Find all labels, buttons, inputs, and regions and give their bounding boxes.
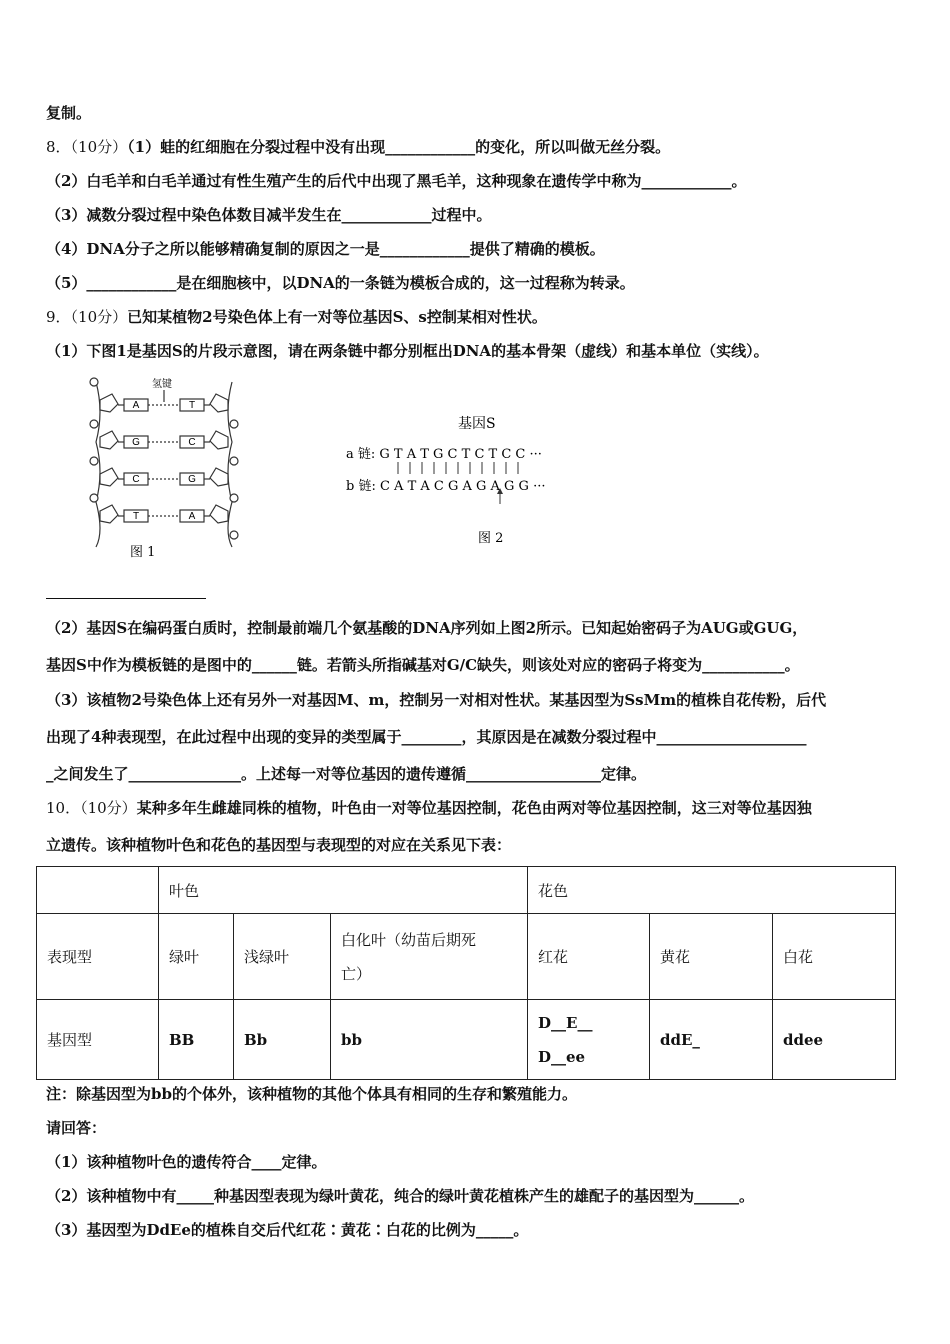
gene-s-sequence-figure [340, 410, 580, 550]
base-label: G [132, 437, 140, 448]
b-chain-sequence: b 链: C A T A C G A G A G G ··· [346, 479, 546, 494]
base-label: C [132, 474, 140, 485]
question-9-part-3c: _之间发生了_______________。上述每一对等位基因的遗传遵循__________________定律。 [46, 765, 647, 783]
question-8-part-3: （3）减数分裂过程中染色体数目减半发生在____________过程中。 [46, 206, 492, 224]
question-10-part-3: （3）基因型为DdEe的植株自交后代红花∶黄花∶白花的比例为_____。 [46, 1221, 529, 1239]
base-label: T [188, 400, 196, 411]
table-row-label: 基因型 [37, 1000, 159, 1080]
table-cell: Bb [234, 1000, 331, 1080]
table-row [37, 914, 896, 1000]
question-text: 已知某植物2号染色体上有一对等位基因S、s控制某相对性状。 [127, 308, 547, 326]
table-cell [331, 914, 528, 1000]
question-10-part-1: （1）该种植物叶色的遗传符合____定律。 [46, 1153, 327, 1171]
table-row [37, 867, 896, 914]
question-8-part-4: （4）DNA分子之所以能够精确复制的原因之一是____________提供了精确的模板。 [46, 240, 605, 258]
question-number: 10．（10分） [46, 799, 137, 817]
hbond-label: 氢键 [152, 379, 172, 390]
answer-prompt: 请回答： [46, 1119, 107, 1137]
answer-blank-line [46, 598, 206, 599]
question-9-part-2b: 基因S中作为模板链的是图中的______链。若箭头所指碱基对G/C缺失，则该处对应的密码子将变为___________。 [46, 656, 800, 674]
question-9-part-3a: （3）该植物2号染色体上还有另外一对基因M、m，控制另一对相对性状。某基因型为SsMm的植株自花传粉，后代 [46, 691, 827, 709]
cell-text-line: 亡） [341, 964, 372, 983]
table-note: 注：除基因型为bb的个体外，该种植物的其他个体具有相同的生存和繁殖能力。 [46, 1085, 577, 1103]
question-10-stem-2: 立遗传。该种植物叶色和花色的基因型与表现型的对应在关系见下表： [46, 836, 512, 854]
table-row-label: 表现型 [37, 914, 159, 1000]
question-9-stem [46, 307, 547, 327]
table-cell: 白花 [773, 914, 896, 1000]
base-label: A [132, 400, 140, 411]
base-label: G [188, 474, 196, 485]
table-cell: 浅绿叶 [234, 914, 331, 1000]
question-text: 某种多年生雌雄同株的植物，叶色由一对等位基因控制，花色由两对等位基因控制，这三对等位基因独 [136, 799, 812, 817]
table-cell: ddee [773, 1000, 896, 1080]
question-9-part-2a: （2）基因S在编码蛋白质时，控制最前端几个氨基酸的DNA序列如上图2所示。已知起始密码子为AUG或GUG， [46, 619, 808, 637]
table-cell [37, 867, 159, 914]
question-10-stem [46, 798, 812, 818]
base-label: A [188, 511, 196, 522]
table-header-flower-color: 花色 [528, 867, 896, 914]
question-8-part-5: （5）____________是在细胞核中，以DNA的一条链为模板合成的，这一过程称为转录。 [46, 274, 635, 292]
question-8-part-2: （2）白毛羊和白毛羊通过有性生殖产生的后代中出现了黑毛羊，这种现象在遗传学中称为____________。 [46, 172, 747, 190]
table-cell: bb [331, 1000, 528, 1080]
table-cell: 红花 [528, 914, 650, 1000]
base-label: T [132, 511, 140, 522]
question-10-part-2: （2）该种植物中有_____种基因型表现为绿叶黄花，纯合的绿叶黄花植株产生的雄配子的基因型为______。 [46, 1187, 754, 1205]
figure-2-title: 基因S [458, 416, 496, 432]
figure-2-caption: 图 2 [478, 531, 504, 546]
table-cell: 绿叶 [159, 914, 234, 1000]
table-cell [528, 1000, 650, 1080]
question-text: （1）蛙的红细胞在分裂过程中没有出现____________的变化，所以叫做无丝分裂。 [127, 138, 671, 156]
cell-text-line: D__E__ [538, 1013, 593, 1032]
table-header-leaf-color: 叶色 [159, 867, 528, 914]
text-line: 复制。 [46, 104, 92, 122]
table-row [37, 1000, 896, 1080]
trait-table [36, 866, 896, 1080]
cell-text-line: 白化叶（幼苗后期死 [341, 930, 477, 949]
cell-text-line: D__ee [538, 1047, 586, 1066]
base-label: C [188, 437, 196, 448]
question-9-part-3b: 出现了4种表现型，在此过程中出现的变异的类型属于________，其原因是在减数分裂过程中____________________ [46, 728, 807, 746]
table-cell: 黄花 [650, 914, 773, 1000]
dna-fragment-figure [84, 372, 244, 562]
question-number: 8．（10分） [46, 138, 128, 156]
question-number: 9．（10分） [46, 308, 128, 326]
table-cell: BB [159, 1000, 234, 1080]
question-9-part-1: （1）下图1是基因S的片段示意图，请在两条链中都分别框出DNA的基本骨架（虚线）和基本单位（实线）。 [46, 342, 769, 360]
figure-1-caption: 图 1 [130, 545, 156, 560]
question-8-part-1 [46, 137, 670, 157]
a-chain-sequence: a 链: G T A T G C T C T C C ··· [346, 447, 542, 462]
table-cell: ddE_ [650, 1000, 773, 1080]
